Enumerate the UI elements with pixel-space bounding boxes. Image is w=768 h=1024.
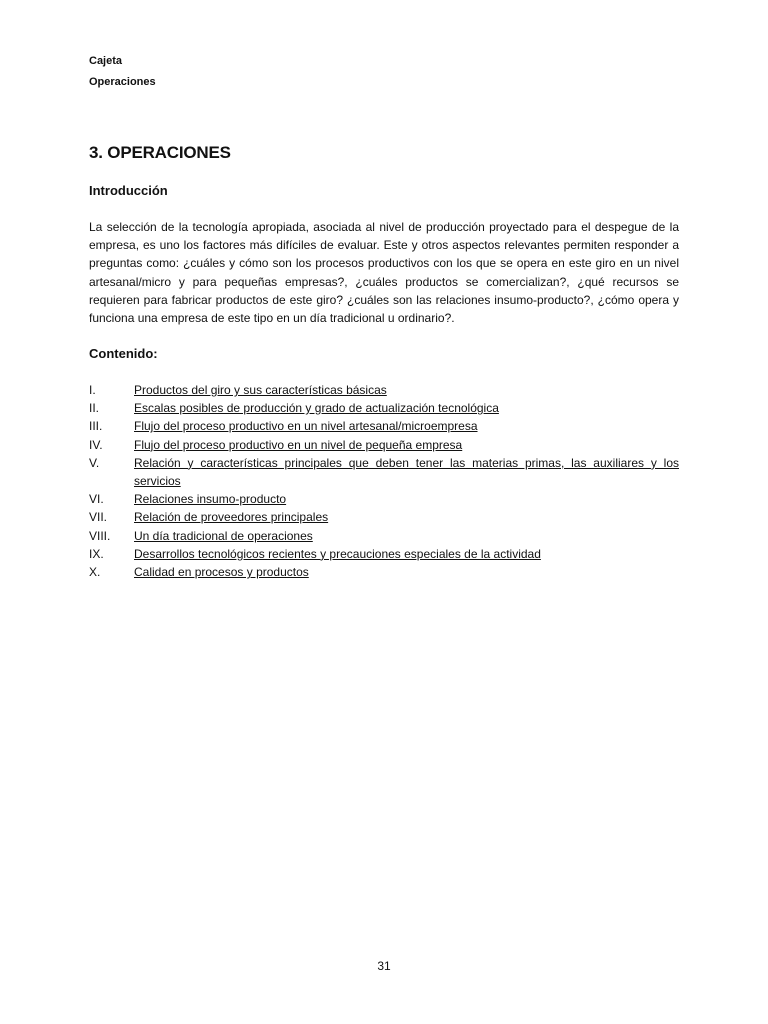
toc-item-2 [89, 399, 679, 417]
section-title: 3. OPERACIONES [89, 143, 231, 162]
toc-number: VII. [89, 510, 108, 525]
toc-number: III. [89, 419, 103, 434]
toc-number: VIII. [89, 528, 111, 543]
toc-number: V. [89, 455, 100, 470]
header-product: Cajeta [89, 55, 123, 67]
toc-link-escalas[interactable]: Escalas posibles de producción y grado de actualización tecnológica [134, 401, 499, 416]
toc-item-1 [89, 381, 679, 399]
toc-link-desarrollos[interactable]: Desarrollos tecnológicos recientes y precauciones especiales de la actividad [134, 546, 541, 561]
page-number: 31 [377, 959, 391, 973]
intro-heading: Introducción [89, 183, 168, 198]
content-heading: Contenido: [89, 346, 158, 361]
toc-number: VI. [89, 492, 104, 507]
toc-item-8 [89, 527, 679, 545]
toc-link-productos[interactable]: Productos del giro y sus características básicas [134, 383, 387, 397]
toc-number: II. [89, 401, 100, 416]
toc-item-3 [89, 417, 679, 435]
running-header [89, 51, 156, 93]
toc-number: IX. [89, 546, 104, 561]
toc-item-5 [89, 454, 679, 490]
toc-link-insumo-producto[interactable]: Relaciones insumo-producto [134, 492, 287, 507]
toc-item-10 [89, 563, 679, 581]
toc-link-flujo-pequena[interactable]: Flujo del proceso productivo en un nivel de pequeña empresa [134, 437, 463, 452]
toc-link-proveedores[interactable]: Relación de proveedores principales [134, 510, 329, 525]
toc-item-4 [89, 436, 679, 454]
table-of-contents [89, 381, 679, 581]
toc-link-flujo-artesanal[interactable]: Flujo del proceso productivo en un nivel artesanal/microempresa [134, 419, 478, 434]
toc-number: I. [89, 383, 96, 397]
toc-link-calidad[interactable]: Calidad en procesos y productos [134, 565, 309, 580]
toc-item-9 [89, 545, 679, 563]
intro-paragraph: La selección de la tecnología apropiada, asociada al nivel de producción proyectado para el despegue de la empresa, es uno los factores más difíciles de evaluar. Este y otros aspectos relevantes permiten responder a preguntas como: ¿cuáles y cómo son los procesos productivos con los que se opera en este giro en un nivel artesanal/micro y para pequeñas empresas?, ¿cuáles productos se comercializan?, ¿qué recursos se requieren para fabricar productos de este giro? ¿cuáles son las relaciones insumo-producto?, ¿cómo opera y funciona una empresa de este tipo en un día tradicional u ordinario?. [89, 220, 679, 326]
toc-number: IV. [89, 437, 103, 452]
toc-number: X. [89, 565, 101, 580]
toc-item-6 [89, 490, 679, 508]
toc-link-materias-primas[interactable]: Relación y características principales que deben tener las materias primas, las auxiliares y los servicios [134, 455, 679, 489]
toc-link-dia-tradicional[interactable]: Un día tradicional de operaciones [134, 528, 313, 543]
header-chapter: Operaciones [89, 76, 156, 88]
toc-item-7 [89, 508, 679, 526]
